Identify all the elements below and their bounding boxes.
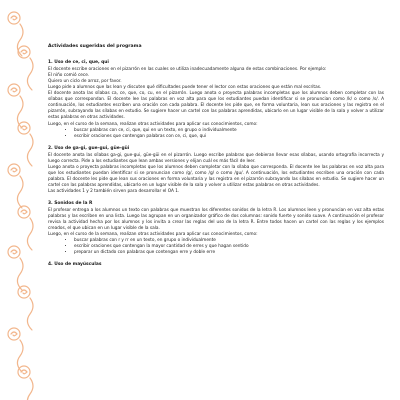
document-body: [48, 60, 384, 268]
paragraph: El profesor entrega a los alumnos un texto con palabras que muestran los diferentes sonidos de la letra R. Los alumnos leen y pronuncian en voz alta estas palabras y las escriben en una lista. Luego las agrupan en un organizador gráfico de dos columnas: sonido fuerte y sonido suave. A continuación el profesor revisa la actividad hecha por los alumnos y los invita a crear las reglas del uso de la letra R. Entre todos hacen un cartel con las reglas y los ejemplos creados, el que ubican en un lugar visible de la sala.: [48, 208, 384, 232]
paragraph: Luego, en el curso de la semana, realizan otras actividades para aplicar sus conocimientos, como:: [48, 232, 258, 238]
swirl-icon: [27, 134, 33, 166]
swirl-icon: [21, 210, 27, 214]
swirl-icon: [18, 122, 30, 134]
swirl-icon: [17, 258, 23, 290]
section-heading: 4. Uso de mayúsculas: [48, 262, 102, 268]
page-title: Actividades sugeridas del programa: [48, 44, 142, 49]
paragraph: El niño comió cece.: [48, 73, 90, 79]
swirl-icon: [17, 176, 23, 208]
swirl-icon: [8, 328, 20, 340]
paragraph: Quiero un ciclo de arroz, por favor.: [48, 79, 122, 85]
swirl-icon: [8, 84, 20, 96]
swirl-icon: [8, 246, 20, 258]
bullet-item: • buscar palabras con r y rr en un texto, en grupo o individualmente: [74, 238, 384, 244]
swirl-icon: [18, 366, 30, 378]
swirl-icon: [27, 218, 33, 250]
bullet-item: • escribir oraciones que contengan la mayor cantidad de erres y que hagan sentido: [74, 244, 384, 250]
swirl-icon: [11, 168, 17, 172]
bullet-item: • buscar palabras con ce, ci, que, qui en un texto, en grupo o individualmente: [74, 128, 384, 134]
swirl-icon: [18, 206, 30, 218]
decorative-swirl-border: [0, 0, 40, 400]
swirl-icon: [21, 50, 27, 54]
paragraph: Las actividades 1 y 2 también sirven para desarrollar el OA 1.: [48, 188, 180, 194]
swirl-icon: [27, 58, 33, 90]
swirl-icon: [21, 290, 27, 294]
swirl-icon: [11, 88, 17, 92]
swirl-icon: [11, 332, 17, 336]
swirl-icon: [18, 286, 30, 298]
paragraph: Luego pide a alumnos que las lean y discuten qué dificultades puede tener el lector con estas oraciones que están mal escritas.: [48, 85, 322, 91]
swirl-icon: [11, 16, 17, 20]
swirl-icon: [27, 298, 33, 330]
swirl-icon: [8, 164, 20, 176]
swirl-icon: [18, 46, 30, 58]
section-heading: 2. Uso de ga-gi, gue-gui, güe-güi: [48, 145, 130, 151]
bullet-list: [48, 238, 384, 256]
paragraph: Luego, en el curso de la semana, realizan otras actividades para aplicar sus conocimientos, como:: [48, 121, 258, 127]
bullet-item: • preparar un dictado con palabras que contengan erre y doble erre: [74, 250, 384, 256]
swirl-icon: [8, 12, 20, 24]
section-heading: 1. Uso de ce, ci, que, qui: [48, 60, 109, 66]
document-page: [48, 44, 384, 270]
paragraph: El docente escribe oraciones en el pizarrón en las cuales se utiliza inadecuadamente alguna de estas combinaciones. Por ejemplo:: [48, 67, 327, 73]
swirl-icon: [11, 250, 17, 254]
bullet-list: [48, 128, 384, 140]
swirl-icon: [27, 378, 33, 400]
paragraph: El docente anota las sílabas ca, ce, que, co, cu, en el pizarrón. Luego anota o proyecta palabras incompletas que los alumnos deben completar con las sílabas que correspondan. El docente lee las palabras en voz alta para que los estudiantes puedan identificar si se pronuncian como /k/ o como /s/. A continuación, los estudiantes escriben una oración con cada palabra. El docente les pide que, en forma voluntaria, lean sus oraciones y las registra en el pizarrón, subrayando las sílabas en estudio. Se sugiere hacer un cartel con las palabras aprendidas, ubicarlo en un lugar visible de la sala y volver a utilizar estas palabras en otras actividades.: [48, 91, 384, 121]
paragraph: El docente anota las sílabas ga-gi, gue-gui, güe-güi en el pizarrón. Luego escribe palabras que debieran llevar esas sílabas, usando ortografía incorrecta y luego correcta. Pide a los estudiantes que lean ambas versiones y elijan cuál es más fácil de leer.: [48, 152, 384, 164]
section-heading: 3. Sonidos de la R: [48, 201, 93, 207]
paragraph: Luego anota o proyecta palabras incompletas que los alumnos deben completar con la sílaba que corresponda. El docente lee las palabras en voz alta para que los estudiantes puedan identificar si se pronuncian como /g/, como /g/ o como /gu/. A continuación, los estudiantes escriben una oración con cada palabra. El docente les pide que lean sus oraciones en forma voluntaria y las registra en el pizarrón subrayando las sílabas en estudio. Se sugiere hacer un cartel con las palabras aprendidas, ubicarlo en un lugar visible de la sala y volver a utilizar estas palabras en otras actividades.: [48, 164, 384, 188]
bullet-item: • escribir oraciones que contengan palabras con ce, ci, que, qui: [74, 134, 384, 140]
